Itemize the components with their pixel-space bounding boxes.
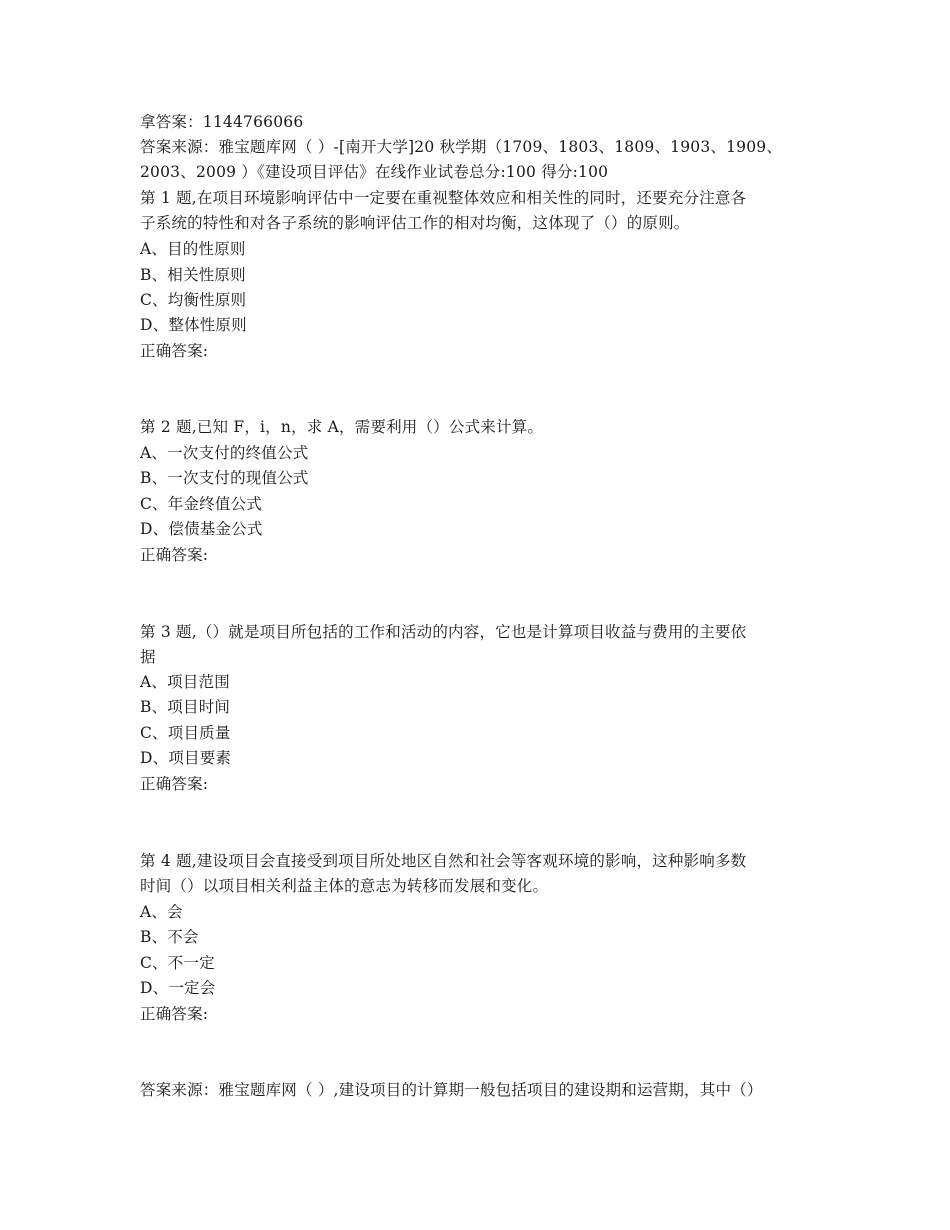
question-3-option-a: A、项目范围	[140, 673, 230, 691]
question-3-text-line-1: 第 3 题,（）就是项目所包括的工作和活动的内容，它也是计算项目收益与费用的主要依	[140, 623, 747, 641]
question-4-option-a: A、会	[140, 903, 183, 921]
question-4-answer-label: 正确答案:	[140, 1005, 209, 1023]
question-3-option-b: B、项目时间	[140, 698, 231, 716]
question-3-text-line-2: 据	[140, 648, 156, 666]
question-1-option-a: A、目的性原则	[140, 240, 246, 258]
source-line-1: 答案来源：雅宝题库网（ ）-[南开大学]20 秋学期（1709、1803、1809、1903、1909、	[140, 138, 783, 156]
question-1-text-line-2: 子系统的特性和对各子系统的影响评估工作的相对均衡，这体现了（）的原则。	[140, 214, 690, 232]
footer-source-line: 答案来源：雅宝题库网（ ）,建设项目的计算期一般包括项目的建设期和运营期，其中（）	[140, 1081, 763, 1099]
question-2-option-b: B、一次支付的现值公式	[140, 469, 309, 487]
question-4-option-c: C、不一定	[140, 954, 215, 972]
question-4-text-line-2: 时间（）以项目相关利益主体的意志为转移而发展和变化。	[140, 877, 549, 895]
question-1-answer-label: 正确答案:	[140, 342, 209, 360]
question-4-option-d: D、一定会	[140, 979, 216, 997]
question-4-option-b: B、不会	[140, 928, 199, 946]
question-1-option-d: D、整体性原则	[140, 316, 247, 334]
question-3-option-c: C、项目质量	[140, 724, 231, 742]
question-1-option-b: B、相关性原则	[140, 266, 246, 284]
question-1-option-c: C、均衡性原则	[140, 291, 247, 309]
source-line-2: 2003、2009 ）《建设项目评估》在线作业试卷总分:100 得分:100	[140, 163, 609, 181]
question-3-option-d: D、项目要素	[140, 749, 232, 767]
question-2-answer-label: 正确答案:	[140, 546, 209, 564]
question-3-answer-label: 正确答案:	[140, 775, 209, 793]
question-1-text-line-1: 第 1 题,在项目环境影响评估中一定要在重视整体效应和相关性的同时，还要充分注意各	[140, 189, 747, 207]
question-2-option-a: A、一次支付的终值公式	[140, 444, 309, 462]
question-2-option-c: C、年金终值公式	[140, 495, 262, 513]
question-2-text-line-1: 第 2 题,已知 F，i，n，求 A，需要利用（）公式来计算。	[140, 418, 544, 436]
question-4-text-line-1: 第 4 题,建设项目会直接受到项目所处地区自然和社会等客观环境的影响，这种影响多数	[140, 852, 747, 870]
question-2-option-d: D、偿债基金公式	[140, 520, 263, 538]
contact-line: 拿答案：1144766066	[140, 113, 304, 131]
